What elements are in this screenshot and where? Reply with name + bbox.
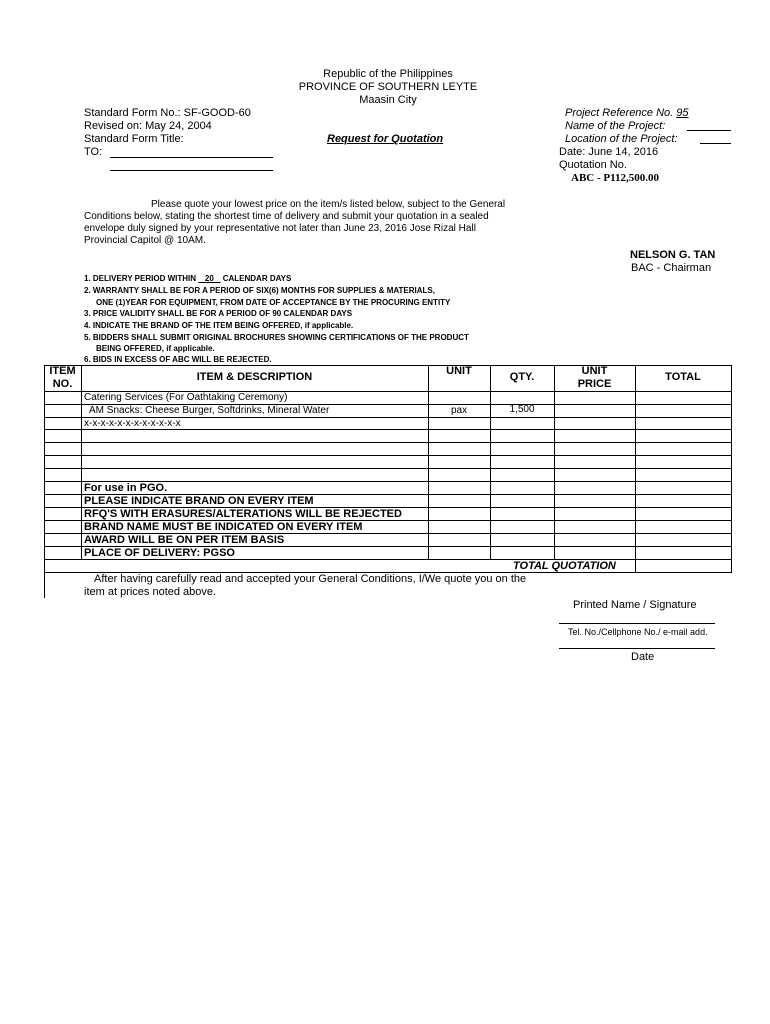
table-row-description: Catering Services (For Oathtaking Ceremony) xyxy=(84,392,288,403)
condition-2b: ONE (1)YEAR FOR EQUIPMENT, FROM DATE OF ACCEPTANCE BY THE PROCURING ENTITY xyxy=(96,298,451,307)
condition-4: 4. INDICATE THE BRAND OF THE ITEM BEING OFFERED, if applicable. xyxy=(84,321,354,330)
note-brand: PLEASE INDICATE BRAND ON EVERY ITEM xyxy=(84,495,314,507)
condition-5b: BEING OFFERED, if applicable. xyxy=(96,344,215,353)
form-title-label: Standard Form Title: xyxy=(84,133,184,145)
total-quotation-label: TOTAL QUOTATION xyxy=(513,560,616,572)
project-name-label: Name of the Project: xyxy=(565,120,666,132)
note-use-in-pgo: For use in PGO. xyxy=(84,482,168,494)
project-reference-value: 95 xyxy=(676,107,689,119)
tel-label: Tel. No./Cellphone No./ e-mail add. xyxy=(568,627,708,637)
header-unit-price-1: UNIT xyxy=(581,365,608,377)
form-number: Standard Form No.: SF-GOOD-60 xyxy=(84,107,251,119)
condition-1 xyxy=(84,273,291,285)
date-line xyxy=(559,648,715,649)
to-line-2 xyxy=(110,170,273,171)
note-erasures: RFQ'S WITH ERASURES/ALTERATIONS WILL BE REJECTED xyxy=(84,508,402,520)
table-row-description: AM Snacks: Cheese Burger, Softdrinks, Mineral Water xyxy=(84,405,330,416)
note-award: AWARD WILL BE ON PER ITEM BASIS xyxy=(84,534,285,546)
to-line-1 xyxy=(110,157,273,158)
form-revised: Revised on: May 24, 2004 xyxy=(84,120,212,132)
header-qty: QTY. xyxy=(509,371,535,383)
header-total: TOTAL xyxy=(665,371,701,383)
table-row-qty: 1,500 xyxy=(509,404,535,415)
condition-5a: 5. BIDDERS SHALL SUBMIT ORIGINAL BROCHURES SHOWING CERTIFICATIONS OF THE PRODUCT xyxy=(84,333,469,342)
intro-line-2: Conditions below, stating the shortest time of delivery and submit your quotation in a sealed xyxy=(84,211,489,222)
project-location-label: Location of the Project: xyxy=(565,133,678,145)
condition-6: 6. BIDS IN EXCESS OF ABC WILL BE REJECTED. xyxy=(84,355,272,364)
header-republic: Republic of the Philippines xyxy=(323,68,453,80)
header-province: PROVINCE OF SOUTHERN LEYTE xyxy=(298,81,478,93)
tel-line xyxy=(559,623,715,624)
header-unit: UNIT xyxy=(446,365,472,377)
note-place-of-delivery: PLACE OF DELIVERY: PGSO xyxy=(84,547,235,559)
project-reference-label: Project Reference No. xyxy=(565,107,677,119)
acceptance-line-2: item at prices noted above. xyxy=(84,586,217,598)
project-location-line xyxy=(700,143,731,144)
project-date: Date: June 14, 2016 xyxy=(559,146,659,158)
intro-line-1: Please quote your lowest price on the item/s listed below, subject to the General xyxy=(151,199,506,210)
header-description: ITEM & DESCRIPTION xyxy=(196,371,313,383)
condition-1-pre: 1. DELIVERY PERIOD WITHIN xyxy=(84,274,199,283)
chairman-name: NELSON G. TAN xyxy=(630,249,716,261)
acceptance-line-1: After having carefully read and accepted your General Conditions, I/We quote you on the xyxy=(94,573,527,585)
condition-1-post: CALENDAR DAYS xyxy=(220,274,292,283)
header-city: Maasin City xyxy=(359,94,417,106)
date-label: Date xyxy=(631,651,655,663)
note-brand-name: BRAND NAME MUST BE INDICATED ON EVERY ITEM xyxy=(84,521,363,533)
quotation-number: Quotation No. xyxy=(559,159,627,171)
project-reference xyxy=(565,107,689,119)
header-item-no-2: NO. xyxy=(52,378,73,390)
project-name-line xyxy=(687,130,731,131)
table-row-unit: pax xyxy=(450,405,468,416)
condition-1-value: 20 xyxy=(198,274,221,283)
intro-line-3: envelope duly signed by your representative not later than June 23, 2016 Jose Rizal Hall xyxy=(84,223,476,234)
condition-2a: 2. WARRANTY SHALL BE FOR A PERIOD OF SIX(6) MONTHS FOR SUPPLIES & MATERIALS, xyxy=(84,286,435,295)
header-item-no-1: ITEM xyxy=(49,365,76,377)
rfq-title: Request for Quotation xyxy=(327,133,444,145)
printed-name-label: Printed Name / Signature xyxy=(573,599,697,611)
table-row-description: x-x-x-x-x-x-x-x-x-x-x-x xyxy=(84,418,181,429)
condition-3: 3. PRICE VALIDITY SHALL BE FOR A PERIOD OF 90 CALENDAR DAYS xyxy=(84,309,353,318)
chairman-title: BAC - Chairman xyxy=(631,262,712,274)
abc-amount: ABC - P112,500.00 xyxy=(571,172,659,184)
to-label: TO: xyxy=(84,146,103,158)
intro-line-4: Provincial Capitol @ 10AM. xyxy=(84,235,206,246)
header-unit-price-2: PRICE xyxy=(577,378,612,390)
